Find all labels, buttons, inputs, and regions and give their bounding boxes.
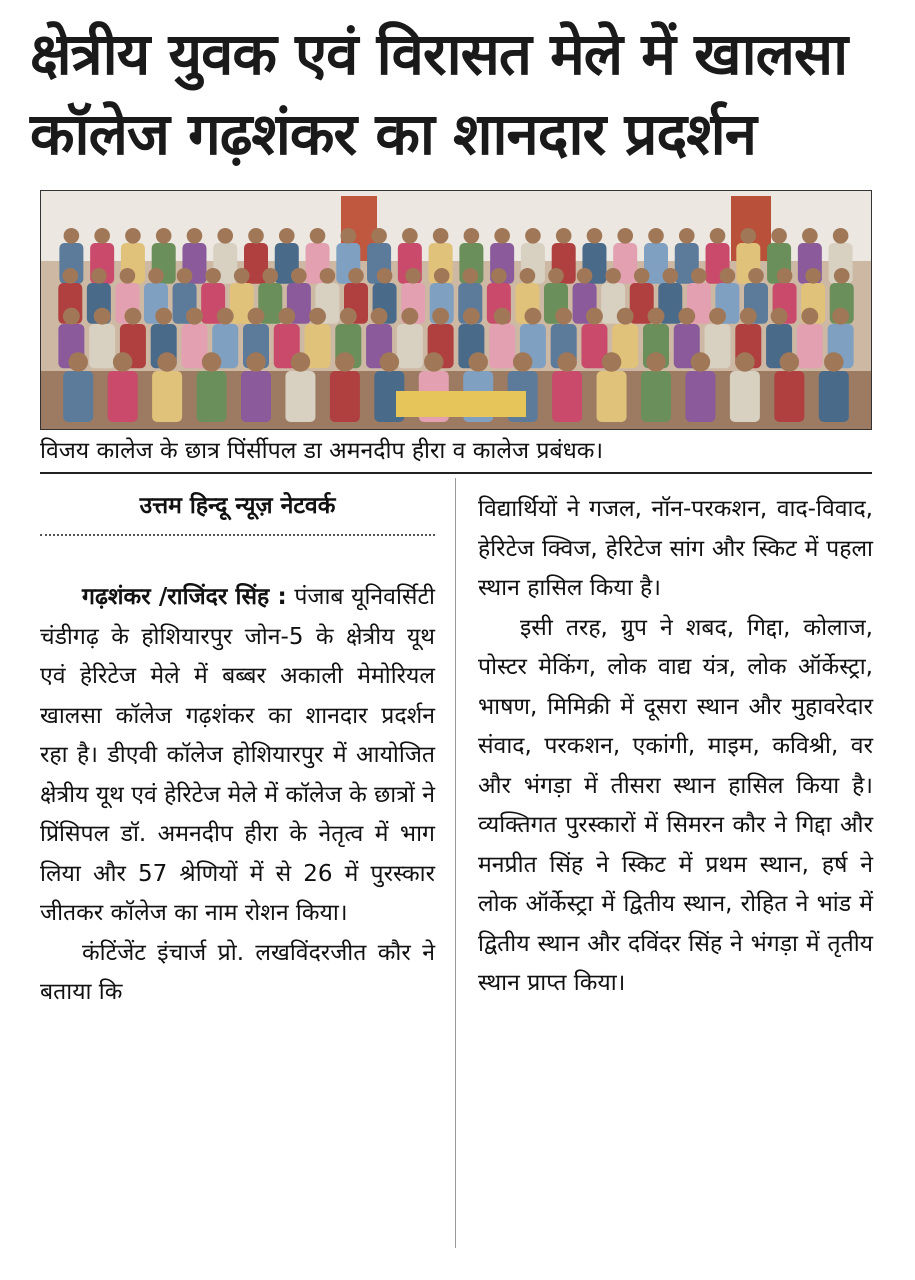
byline: उत्तम हिन्दू न्यूज़ नेटवर्क: [139, 493, 336, 519]
article-paragraph-2-end: विद्यार्थियों ने गजल, नॉन-परकशन, वाद-विवाद, हेरिटेज क्विज, हेरिटेज सांग और स्किट में पहला स्थान हासिल किया है।: [478, 496, 873, 601]
group-photo-image: [40, 190, 872, 430]
paragraph-1-text: पंजाब यूनिवर्सिटी चंडीगढ़ के होशियारपुर जोन-5 के क्षेत्रीय यूथ एवं हेरिटेज मेले में बब्बर अकाली मेमोरियल खालसा कॉलेज गढ़शंकर का शानदार प्रदर्शन रहा है। डीएवी कॉलेज होशियारपुर में आयोजित क्षेत्रीय यूथ एवं हेरिटेज मेले में कॉलेज के छात्रों ने प्रिंसिपल डॉ. अमनदीप हीरा के नेतृत्व में भाग लिया और 57 श्रेणियों में से 26 में पुरस्कार जीतकर कॉलेज का नाम रोशन किया।: [40, 584, 436, 926]
photo-caption: विजय कालेज के छात्र पिंर्सीपल डा अमनदीप हीरा व कालेज प्रबंधक।: [40, 438, 604, 464]
article-paragraph-2-start: कंटिंजेंट इंचार्ज प्रो. लखविंदरजीत कौर ने बताया कि: [40, 939, 435, 1005]
column-divider: [455, 478, 456, 1248]
byline-divider: [40, 534, 435, 536]
article-column-right: [478, 490, 873, 1004]
divider: [40, 472, 872, 474]
article-paragraph-1: [40, 578, 435, 934]
headline: क्षेत्रीय युवक एवं विरासत मेले में खालसा कॉलेज गढ़शंकर का शानदार प्रदर्शन: [30, 20, 848, 168]
article-paragraph-3: इसी तरह, ग्रुप ने शबद, गिद्दा, कोलाज, पोस्टर मेकिंग, लोक वाद्य यंत्र, लोक ऑर्केस्ट्रा, भाषण, मिमिक्री में दूसरा स्थान और मुहावरेदार संवाद, परकशन, एकांगी, माइम, कविश्री, वर और भंगड़ा में तीसरा स्थान हासिल किया है। व्यक्तिगत पुरस्कारों में सिमरन कौर ने गिद्दा और मनप्रीत सिंह ने स्किट में प्रथम स्थान, हर्ष ने लोक ऑर्केस्ट्रा में द्वितीय स्थान, रोहित ने भांड में द्वितीय स्थान और दविंदर सिंह ने भंगड़ा में तृतीय स्थान प्राप्त किया।: [478, 614, 873, 996]
dateline: गढ़शंकर /राजिंदर सिंह :: [82, 584, 287, 610]
article-column-left: [40, 578, 435, 1013]
